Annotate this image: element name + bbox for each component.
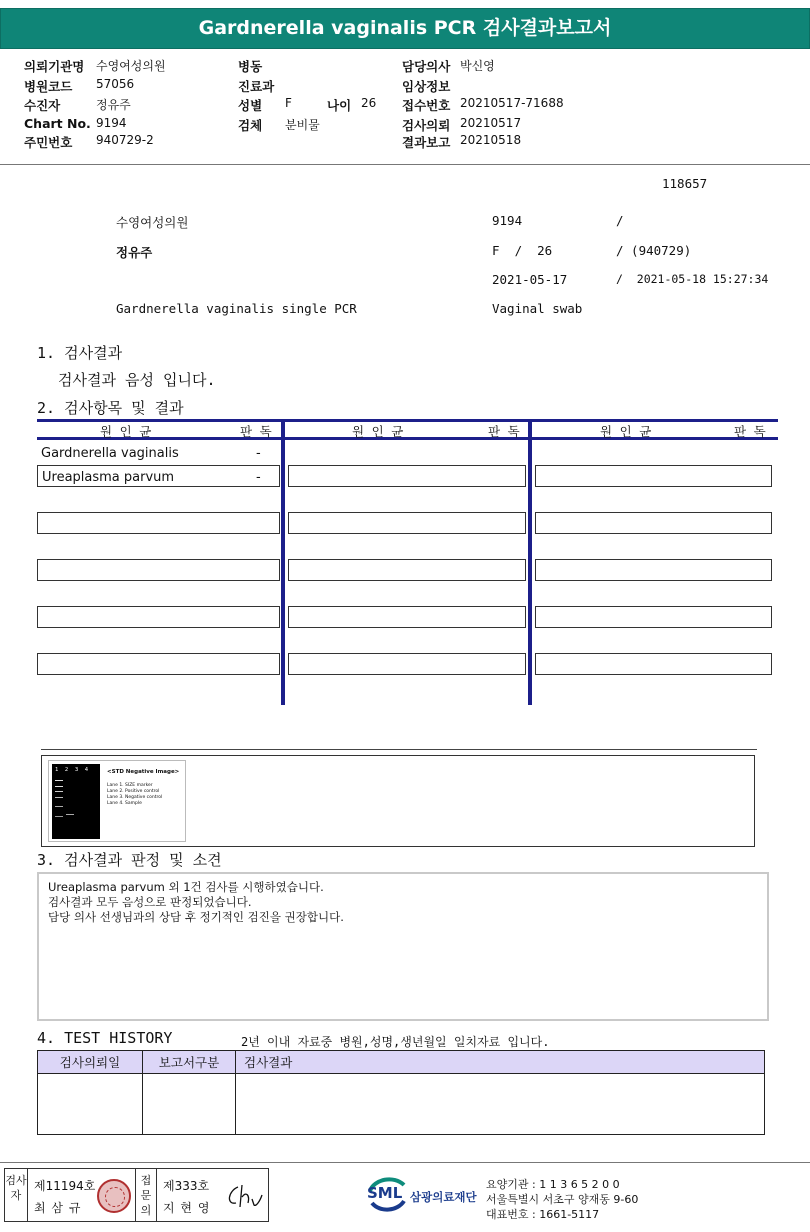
phone: 대표번호 : 1661-5117 [486,1208,600,1221]
history-col-date: 검사의뢰일 [38,1051,143,1074]
info-patient: 정유주 [116,245,153,260]
request-value: 20210517 [460,116,522,130]
section3-title: 3. 검사결과 판정 및 소견 [37,851,222,869]
section1-summary: 검사결과 음성 입니다. [58,371,216,389]
history-col-type: 보고서구분 [143,1051,236,1074]
id-number: 118657 [662,176,708,191]
gel-band [55,797,63,798]
pathogen-result: - [256,470,261,485]
doctor-value: 박신영 [460,59,495,73]
sml-logo-text: SML [367,1184,403,1202]
opinion-line: Ureaplasma parvum 외 1건 검사를 시행하였습니다. [48,880,324,894]
examiner-name: 최 삼 규 [34,1201,82,1215]
gel-caption: <STD Negative Image> [107,769,180,775]
resident-label: 주민번호 [24,135,73,150]
col-verdict-2: 판 독 [488,424,520,439]
info-test-name: Gardnerella vaginalis single PCR [116,301,357,316]
history-empty-row [38,1074,765,1135]
gel-band [55,780,63,781]
result-cell [535,465,772,487]
gel-band [55,791,63,792]
info-sex-age: F / 26 [492,243,553,258]
ward-label: 병동 [238,59,263,74]
info-slash: / [616,213,624,228]
section1-title: 1. 검사결과 [37,344,123,362]
opinion-text [48,880,344,925]
result-cell [37,653,280,675]
reviewer-label: 접문의 [135,1169,157,1221]
info-chart: 9194 [492,213,523,228]
gel-band [55,816,63,817]
gel-photo [52,764,100,839]
info-clinic: 수영여성의원 [116,215,189,230]
reported-value: 20210518 [460,133,522,147]
patient-value: 정유주 [96,98,131,112]
result-cell [288,559,526,581]
section4-title: 4. TEST HISTORY [37,1029,173,1047]
opinion-line: 검사결과 모두 음성으로 판정되었습니다. [48,895,252,909]
report-title: Gardnerella vaginalis PCR 검사결과보고서 [198,17,612,39]
foundation-name: 삼광의료재단 [410,1190,477,1204]
history-table [37,1050,765,1135]
col-verdict-1: 판 독 [240,424,272,439]
reviewer-no: 제333호 [163,1179,210,1193]
pathogen-name: Ureaplasma parvum [42,470,175,485]
clinical-label: 임상정보 [402,79,451,94]
result-cell [535,606,772,628]
col-pathogen-1: 원 인 균 [100,424,152,439]
footer-divider [0,1162,810,1163]
reviewer-name: 지 현 영 [163,1201,211,1215]
opinion-box [37,872,769,1021]
result-cell [37,512,280,534]
sex-label: 성별 [238,98,263,113]
gel-legend: Lane 1. SIZE marker Lane 2. Positive control Lane 3. Negative control Lane 4. Sample [107,783,163,806]
history-col-result: 검사결과 [236,1051,765,1074]
header-divider [0,164,810,165]
hospital-code-value: 57056 [96,77,135,91]
chart-label: Chart No. [24,116,91,131]
result-cell [37,559,280,581]
pathogen-result: - [256,446,261,461]
opinion-line: 담당 의사 선생님과의 상담 후 정기적인 검진을 권장합니다. [48,910,344,924]
result-cell [288,653,526,675]
section2-title: 2. 검사항목 및 결과 [37,399,184,417]
gel-lane-numbers: 1 2 3 4 [55,767,89,773]
info-birth: / (940729) [616,243,692,258]
dept-label: 진료과 [238,79,275,94]
chart-value: 9194 [96,116,127,130]
patient-label: 수진자 [24,98,61,113]
result-cell [288,606,526,628]
institution-value: 수영여성의원 [96,59,166,73]
col-pathogen-3: 원 인 균 [600,424,652,439]
examiner-no: 제11194호 [34,1179,96,1193]
hospital-code-label: 병원코드 [24,79,73,94]
seal-stamp-icon [97,1179,131,1213]
gel-band [55,786,63,787]
info-date: 2021-05-17 [492,272,568,287]
inst-code: 요양기관 : 1 1 3 6 5 2 0 0 [486,1178,620,1191]
gel-band [66,814,74,815]
signature-icon [224,1181,264,1211]
signature-box [4,1168,269,1222]
report-title-bar [0,8,810,49]
history-header-row [38,1051,765,1074]
result-cell [535,512,772,534]
info-datetime: / 2021-05-18 15:27:34 [616,272,769,286]
resident-value: 940729-2 [96,133,154,147]
age-label: 나이 [327,98,352,113]
age-value: 26 [361,96,377,110]
examiner-label: 검사자 [5,1169,28,1221]
col-verdict-3: 판 독 [734,424,766,439]
request-label: 검사의뢰 [402,118,451,133]
result-cell [535,653,772,675]
doctor-label: 담당의사 [402,59,451,74]
result-cell [288,465,526,487]
institution-label: 의뢰기관명 [24,59,85,74]
info-specimen: Vaginal swab [492,301,583,316]
result-cell [37,606,280,628]
section4-note: 2년 이내 자료중 병원,성명,생년월일 일치자료 입니다. [241,1035,550,1049]
result-cell [288,512,526,534]
sex-value: F [285,96,292,110]
specimen-label: 검체 [238,118,263,133]
gel-band [55,806,63,807]
gel-image [48,760,186,842]
receipt-label: 접수번호 [402,98,451,113]
table-divider-2 [528,419,532,705]
reported-label: 결과보고 [402,135,451,150]
table-divider-1 [281,419,285,705]
gel-top-rule [41,749,757,750]
result-cell [535,559,772,581]
specimen-value: 분비물 [285,118,320,132]
col-pathogen-2: 원 인 균 [352,424,404,439]
receipt-value: 20210517-71688 [460,96,564,110]
address: 서울특별시 서초구 양재동 9-60 [486,1193,639,1206]
pathogen-name: Gardnerella vaginalis [41,446,179,461]
